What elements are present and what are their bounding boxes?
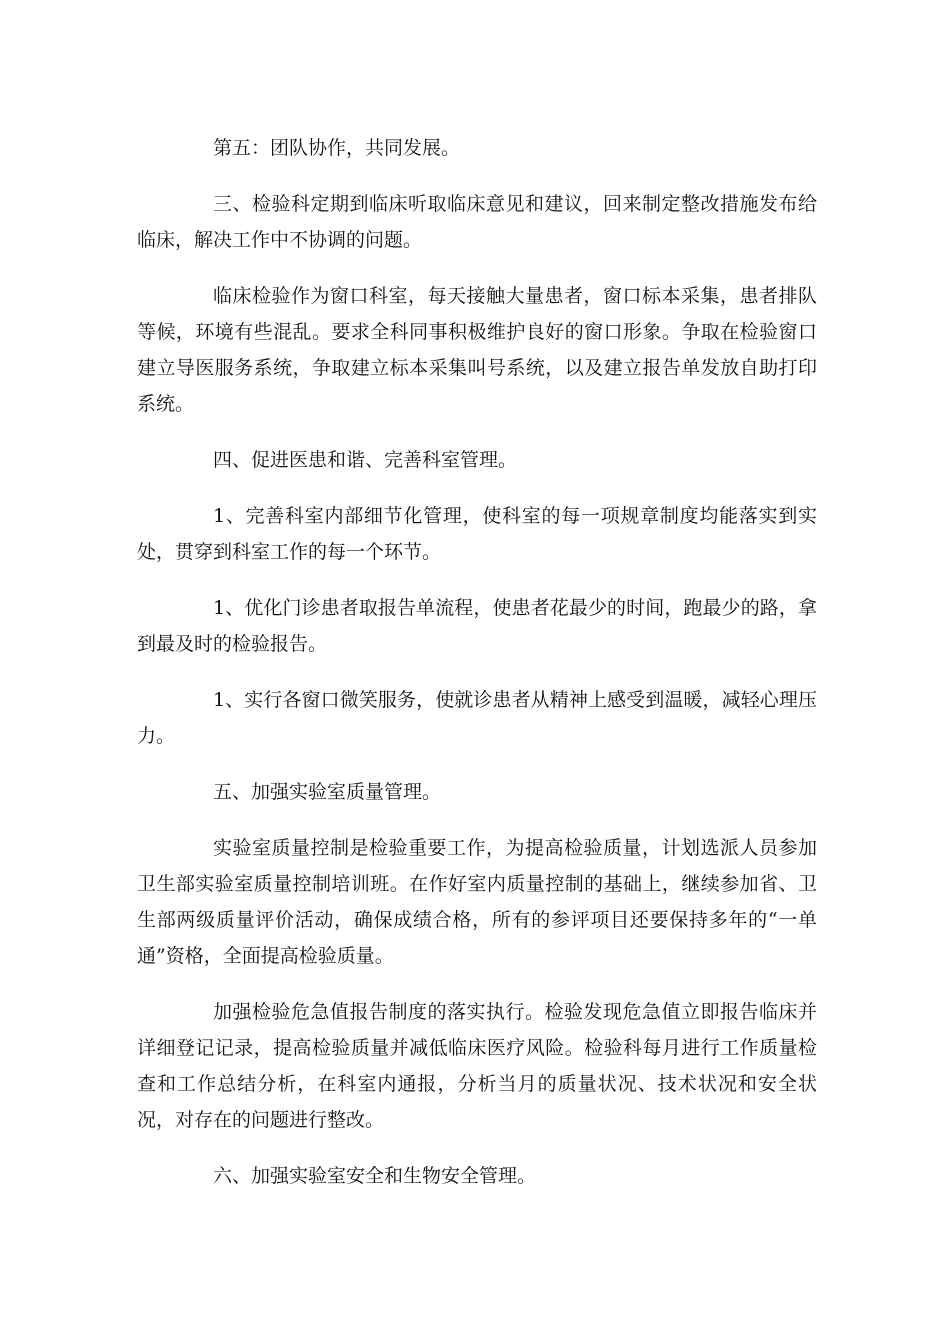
paragraph-section-3: 三、检验科定期到临床听取临床意见和建议，回来制定整改措施发布给临床，解决工作中不协调的问题。 bbox=[137, 193, 817, 251]
paragraph-item-detail-management: 1、完善科室内部细节化管理，使科室的每一项规章制度均能落实到实处，贯穿到科室工作的每一个环节。 bbox=[137, 505, 817, 563]
paragraph-section-5: 五、加强实验室质量管理。 bbox=[213, 781, 442, 803]
paragraph-quality-control: 实验室质量控制是检验重要工作，为提高检验质量，计划选派人员参加卫生部实验室质量控制培训班。在作好室内质量控制的基础上，继续参加省、卫生部两级质量评价活动，确保成绩合格，所有的参评项目还要保持多年的“一单通”资格，全面提高检验质量。 bbox=[137, 837, 817, 967]
paragraph-item-smile-service: 1、实行各窗口微笑服务，使就诊患者从精神上感受到温暖，减轻心理压力。 bbox=[137, 689, 817, 747]
paragraph-item-report-process: 1、优化门诊患者取报告单流程，使患者花最少的时间，跑最少的路，拿到最及时的检验报告。 bbox=[137, 597, 817, 655]
paragraph-critical-value: 加强检验危急值报告制度的落实执行。检验发现危急值立即报告临床并详细登记记录，提高检验质量并减低临床医疗风险。检验科每月进行工作质量检查和工作总结分析，在科室内通报，分析当月的质量状况、技术状况和安全状况，对存在的问题进行整改。 bbox=[137, 1001, 817, 1131]
paragraph-section-4: 四、促进医患和谐、完善科室管理。 bbox=[213, 449, 518, 471]
paragraph-section-6: 六、加强实验室安全和生物安全管理。 bbox=[213, 1165, 537, 1187]
paragraph-teamwork: 第五：团队协作，共同发展。 bbox=[213, 137, 461, 159]
document-body bbox=[137, 130, 817, 1214]
paragraph-window-service: 临床检验作为窗口科室，每天接触大量患者，窗口标本采集，患者排队等候，环境有些混乱。要求全科同事积极维护良好的窗口形象。争取在检验窗口建立导医服务系统，争取建立标本采集叫号系统，以及建立报告单发放自助打印系统。 bbox=[137, 285, 817, 415]
